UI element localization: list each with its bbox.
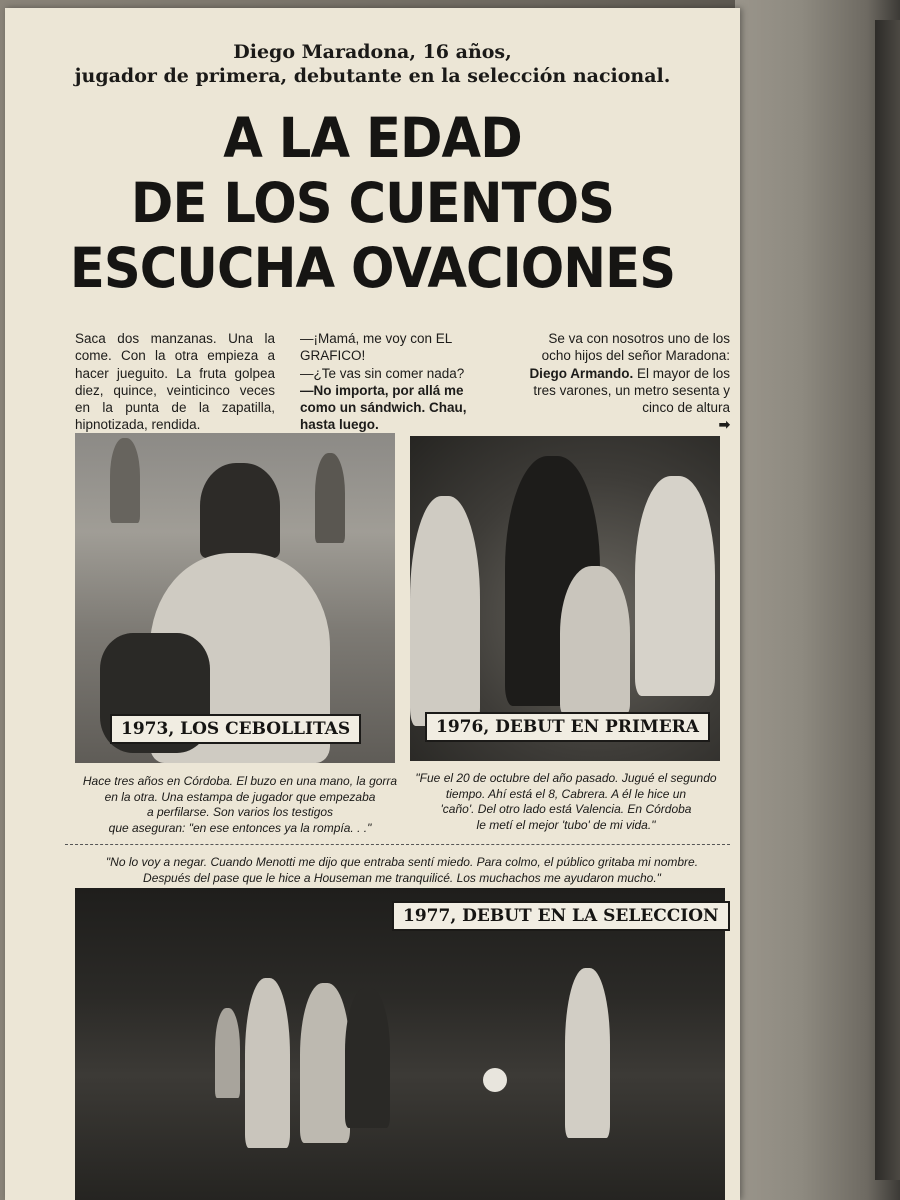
kicker-line-2: jugador de primera, debutante en la selección nacional. xyxy=(74,65,671,87)
continue-arrow-icon: ➡ xyxy=(718,417,730,433)
caption-1973: 1973, LOS CEBOLLITAS xyxy=(110,714,361,744)
divider xyxy=(65,844,730,845)
kicker xyxy=(5,40,740,88)
football xyxy=(483,1068,507,1092)
quote-1977: "No lo voy a negar. Cuando Menotti me dijo que entraba sentí miedo. Para colmo, el público gritaba mi nombre. Después del pase que le hice a Houseman me tranquilicé. Los muchachos me ayudaron mucho." xyxy=(105,855,699,885)
photo-1977 xyxy=(75,888,725,1200)
dialogue-line: —¡Mamá, me voy con EL GRAFICO! xyxy=(300,331,452,364)
kicker-line-1: Diego Maradona, 16 años, xyxy=(233,41,512,63)
dialogue-line: —No importa, por allá me como un sándwich. Chau, hasta luego. xyxy=(300,382,467,433)
caption-1977: 1977, DEBUT EN LA SELECCION xyxy=(392,901,730,931)
legend-1973: Hace tres años en Córdoba. El buzo en una mano, la gorra en la otra. Una estampa de jugador que empezaba a perfilarse. Son varios los testigos que aseguran: "en ese entonces ya la rompía. . ." xyxy=(82,774,398,835)
magazine-page xyxy=(5,8,740,1200)
body-column-3 xyxy=(525,330,730,434)
headline-line-1: A LA EDAD xyxy=(223,106,522,170)
headline-line-3: ESCUCHA OVACIONES xyxy=(69,236,676,300)
body-paragraph: Se va con nosotros uno de los ocho hijos del señor Maradona: Diego Armando. El mayor de los tres varones, un metro sesenta y cinco de altura xyxy=(529,331,730,416)
dialogue-line: —¿Te vas sin comer nada? xyxy=(300,365,465,381)
body-paragraph: Saca dos manzanas. Una la come. Con la otra empieza a hacer jueguito. La fruta golpea diez, quince, veinticinco veces en la punta de la zapatilla, hipnotizada, rendida. xyxy=(75,331,275,433)
caption-1976: 1976, DEBUT EN PRIMERA xyxy=(425,712,710,742)
headline xyxy=(31,106,715,301)
body-column-2 xyxy=(300,330,500,434)
player-name: Diego Armando. xyxy=(529,365,634,381)
body-column-1 xyxy=(75,330,275,434)
adjacent-page-edge xyxy=(875,20,900,1180)
headline-line-2: DE LOS CUENTOS xyxy=(130,171,615,235)
legend-1976: "Fue el 20 de octubre del año pasado. Jugué el segundo tiempo. Ahí está el 8, Cabrera. A él le hice un 'caño'. Del otro lado está Valencia. En Córdoba le metí el mejor 'tubo' de mi vida." xyxy=(415,771,717,832)
